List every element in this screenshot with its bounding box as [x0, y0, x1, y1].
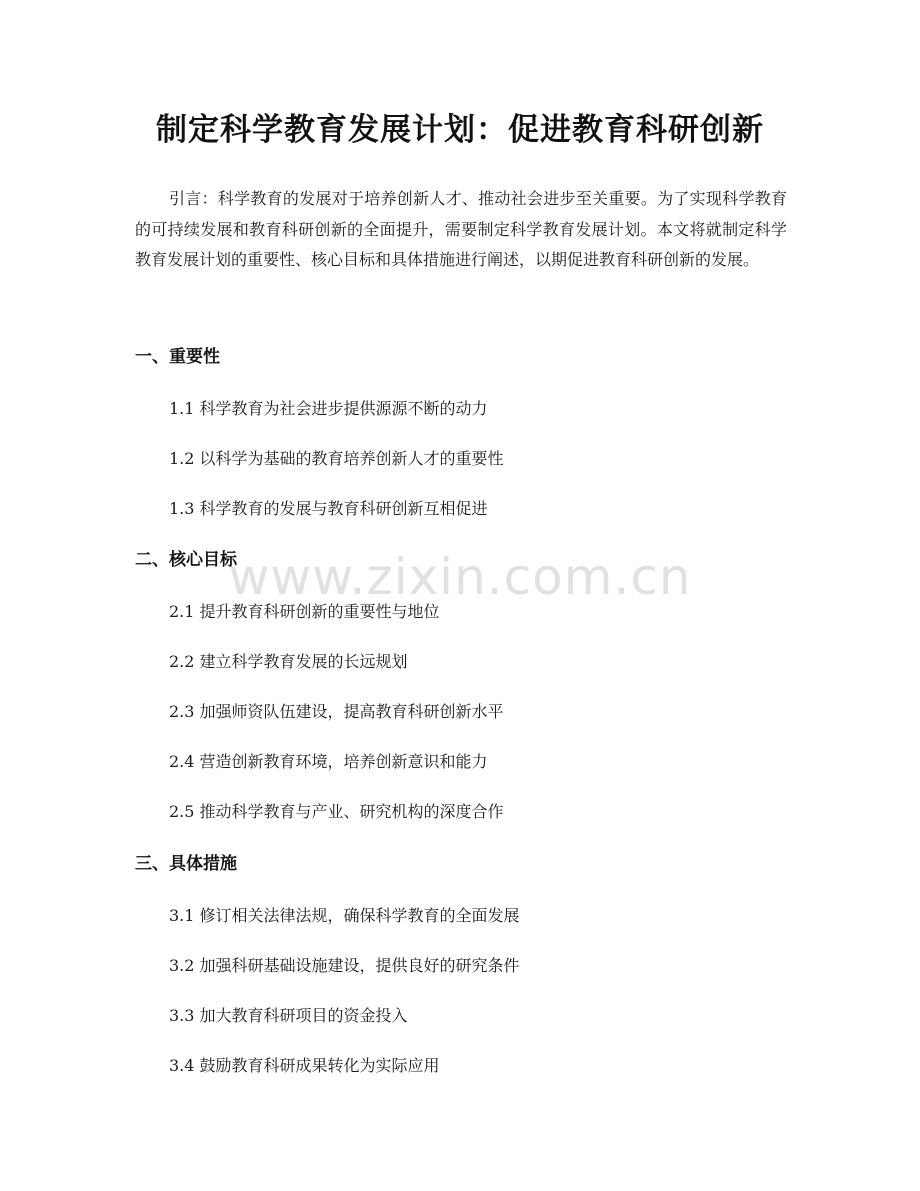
list-item: 2.1 提升教育科研创新的重要性与地位 [169, 602, 440, 621]
list-item: 2.2 建立科学教育发展的长远规划 [169, 652, 408, 671]
list-item: 3.1 修订相关法律法规，确保科学教育的全面发展 [169, 906, 520, 925]
list-item: 2.4 营造创新教育环境，培养创新意识和能力 [169, 752, 488, 771]
watermark: www.zixin.com.cn [228, 548, 692, 606]
document-title: 制定科学教育发展计划：促进教育科研创新 [156, 112, 764, 148]
list-item: 1.3 科学教育的发展与教育科研创新互相促进 [169, 499, 488, 518]
list-item: 3.2 加强科研基础设施建设，提供良好的研究条件 [169, 956, 520, 975]
list-item: 2.5 推动科学教育与产业、研究机构的深度合作 [169, 802, 504, 821]
section-heading-core-goals: 二、核心目标 [135, 550, 237, 570]
section-heading-importance: 一、重要性 [135, 347, 220, 367]
list-item: 3.3 加大教育科研项目的资金投入 [169, 1006, 408, 1025]
intro-paragraph: 引言：科学教育的发展对于培养创新人才、推动社会进步至关重要。为了实现科学教育的可持续发展和教育科研创新的全面提升，需要制定科学教育发展计划。本文将就制定科学教育发展计划的重要性、核心目标和具体措施进行阐述，以期促进教育科研创新的发展。 [135, 189, 787, 269]
section-heading-measures: 三、具体措施 [135, 854, 237, 874]
list-item: 3.4 鼓励教育科研成果转化为实际应用 [169, 1056, 440, 1075]
list-item: 1.2 以科学为基础的教育培养创新人才的重要性 [169, 449, 504, 468]
list-item: 2.3 加强师资队伍建设，提高教育科研创新水平 [169, 702, 504, 721]
list-item: 1.1 科学教育为社会进步提供源源不断的动力 [169, 399, 488, 418]
